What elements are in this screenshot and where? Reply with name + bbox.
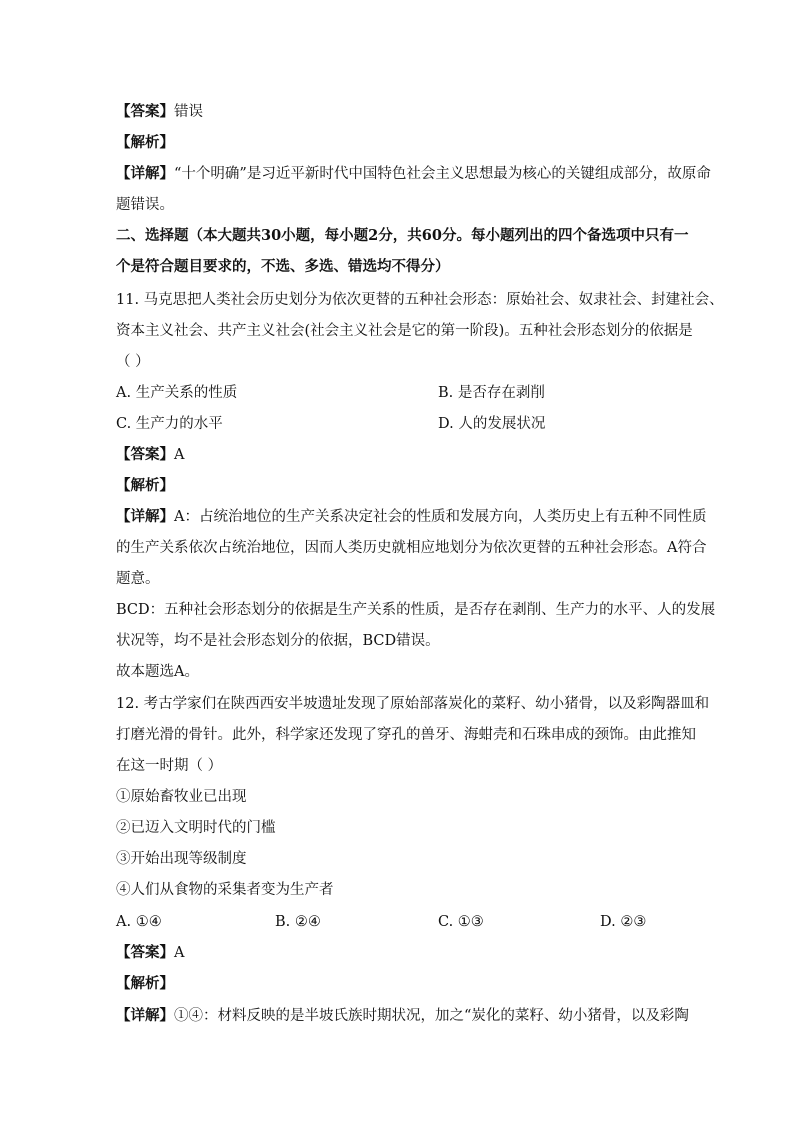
q12-stem-line-3: 在这一时期（ ） — [116, 758, 223, 774]
q11-detail-line-5: 状况等，均不是社会形态划分的依据，BCD错误。 — [116, 633, 440, 649]
answer-tag: 【答案】 — [116, 103, 174, 120]
q11-detail-line-4: BCD：五种社会形态划分的依据是生产关系的性质，是否存在剥削、生产力的水平、人的发展 — [116, 602, 716, 618]
q11-answer-line: 【答案】A — [116, 446, 185, 463]
q11-stem-line-1: 11. 马克思把人类社会历史划分为依次更替的五种社会形态：原始社会、奴隶社会、封建社会、 — [116, 292, 724, 308]
q12-answer-line: 【答案】A — [116, 944, 185, 961]
q12-option-a: A. ①④ — [116, 914, 162, 930]
q10-analysis-tag: 【解析】 — [116, 134, 174, 151]
q11-option-b: B. 是否存在剥削 — [438, 385, 545, 401]
q11-answer: A — [174, 447, 185, 463]
q12-statement-1: ①原始畜牧业已出现 — [116, 789, 247, 805]
q11-option-d: D. 人的发展状况 — [438, 416, 546, 432]
q11-detail-line-3: 题意。 — [116, 571, 160, 587]
q11-stem-line-3: （ ） — [116, 354, 150, 370]
q12-option-d: D. ②③ — [600, 914, 647, 930]
section2-heading-line-2: 个是符合题目要求的，不选、多选、错选均不得分） — [116, 258, 450, 275]
q11-option-c: C. 生产力的水平 — [116, 416, 223, 432]
q12-analysis-tag: 【解析】 — [116, 975, 174, 992]
q11-stem-line-2: 资本主义社会、共产主义社会(社会主义社会是它的第一阶段)。五种社会形态划分的依据是 — [116, 323, 693, 339]
q12-statement-4: ④人们从食物的采集者变为生产者 — [116, 882, 334, 898]
q12-answer: A — [174, 945, 185, 961]
q12-option-c: C. ①③ — [438, 914, 484, 930]
q12-stem-line-1: 12. 考古学家们在陕西西安半坡遗址发现了原始部落炭化的菜籽、幼小猪骨，以及彩陶器皿和 — [116, 696, 710, 712]
q12-detail-line-1: 【详解】①④：材料反映的是半坡氏族时期状况，加之“炭化的菜籽、幼小猪骨，以及彩陶 — [116, 1007, 689, 1024]
q12-statement-2: ②已迈入文明时代的门槛 — [116, 820, 276, 836]
q11-detail-line-1: 【详解】A：占统治地位的生产关系决定社会的性质和发展方向，人类历史上有五种不同性质 — [116, 508, 707, 525]
q10-detail-line-1: 【详解】“十个明确”是习近平新时代中国特色社会主义思想最为核心的关键组成部分，故原命 — [116, 165, 711, 182]
q12-option-b: B. ②④ — [275, 914, 321, 930]
q11-detail-line-2: 的生产关系依次占统治地位，因而人类历史就相应地划分为依次更替的五种社会形态。A符合 — [116, 540, 707, 556]
q12-statement-3: ③开始出现等级制度 — [116, 851, 247, 867]
section2-heading-line-1: 二、选择题（本大题共30小题，每小题2分，共60分。每小题列出的四个备选项中只有一 — [116, 227, 689, 244]
detail-tag: 【详解】 — [116, 165, 174, 182]
q11-analysis-tag: 【解析】 — [116, 477, 174, 494]
q12-stem-line-2: 打磨光滑的骨针。此外，科学家还发现了穿孔的兽牙、海蚶壳和石珠串成的颈饰。由此推知 — [116, 727, 696, 743]
q10-answer-line — [116, 102, 203, 122]
q10-detail-line-2: 题错误。 — [116, 197, 174, 213]
q11-detail-line-6: 故本题选A。 — [116, 664, 199, 680]
q11-option-a: A. 生产关系的性质 — [116, 385, 238, 401]
q10-answer: 错误 — [174, 104, 203, 120]
